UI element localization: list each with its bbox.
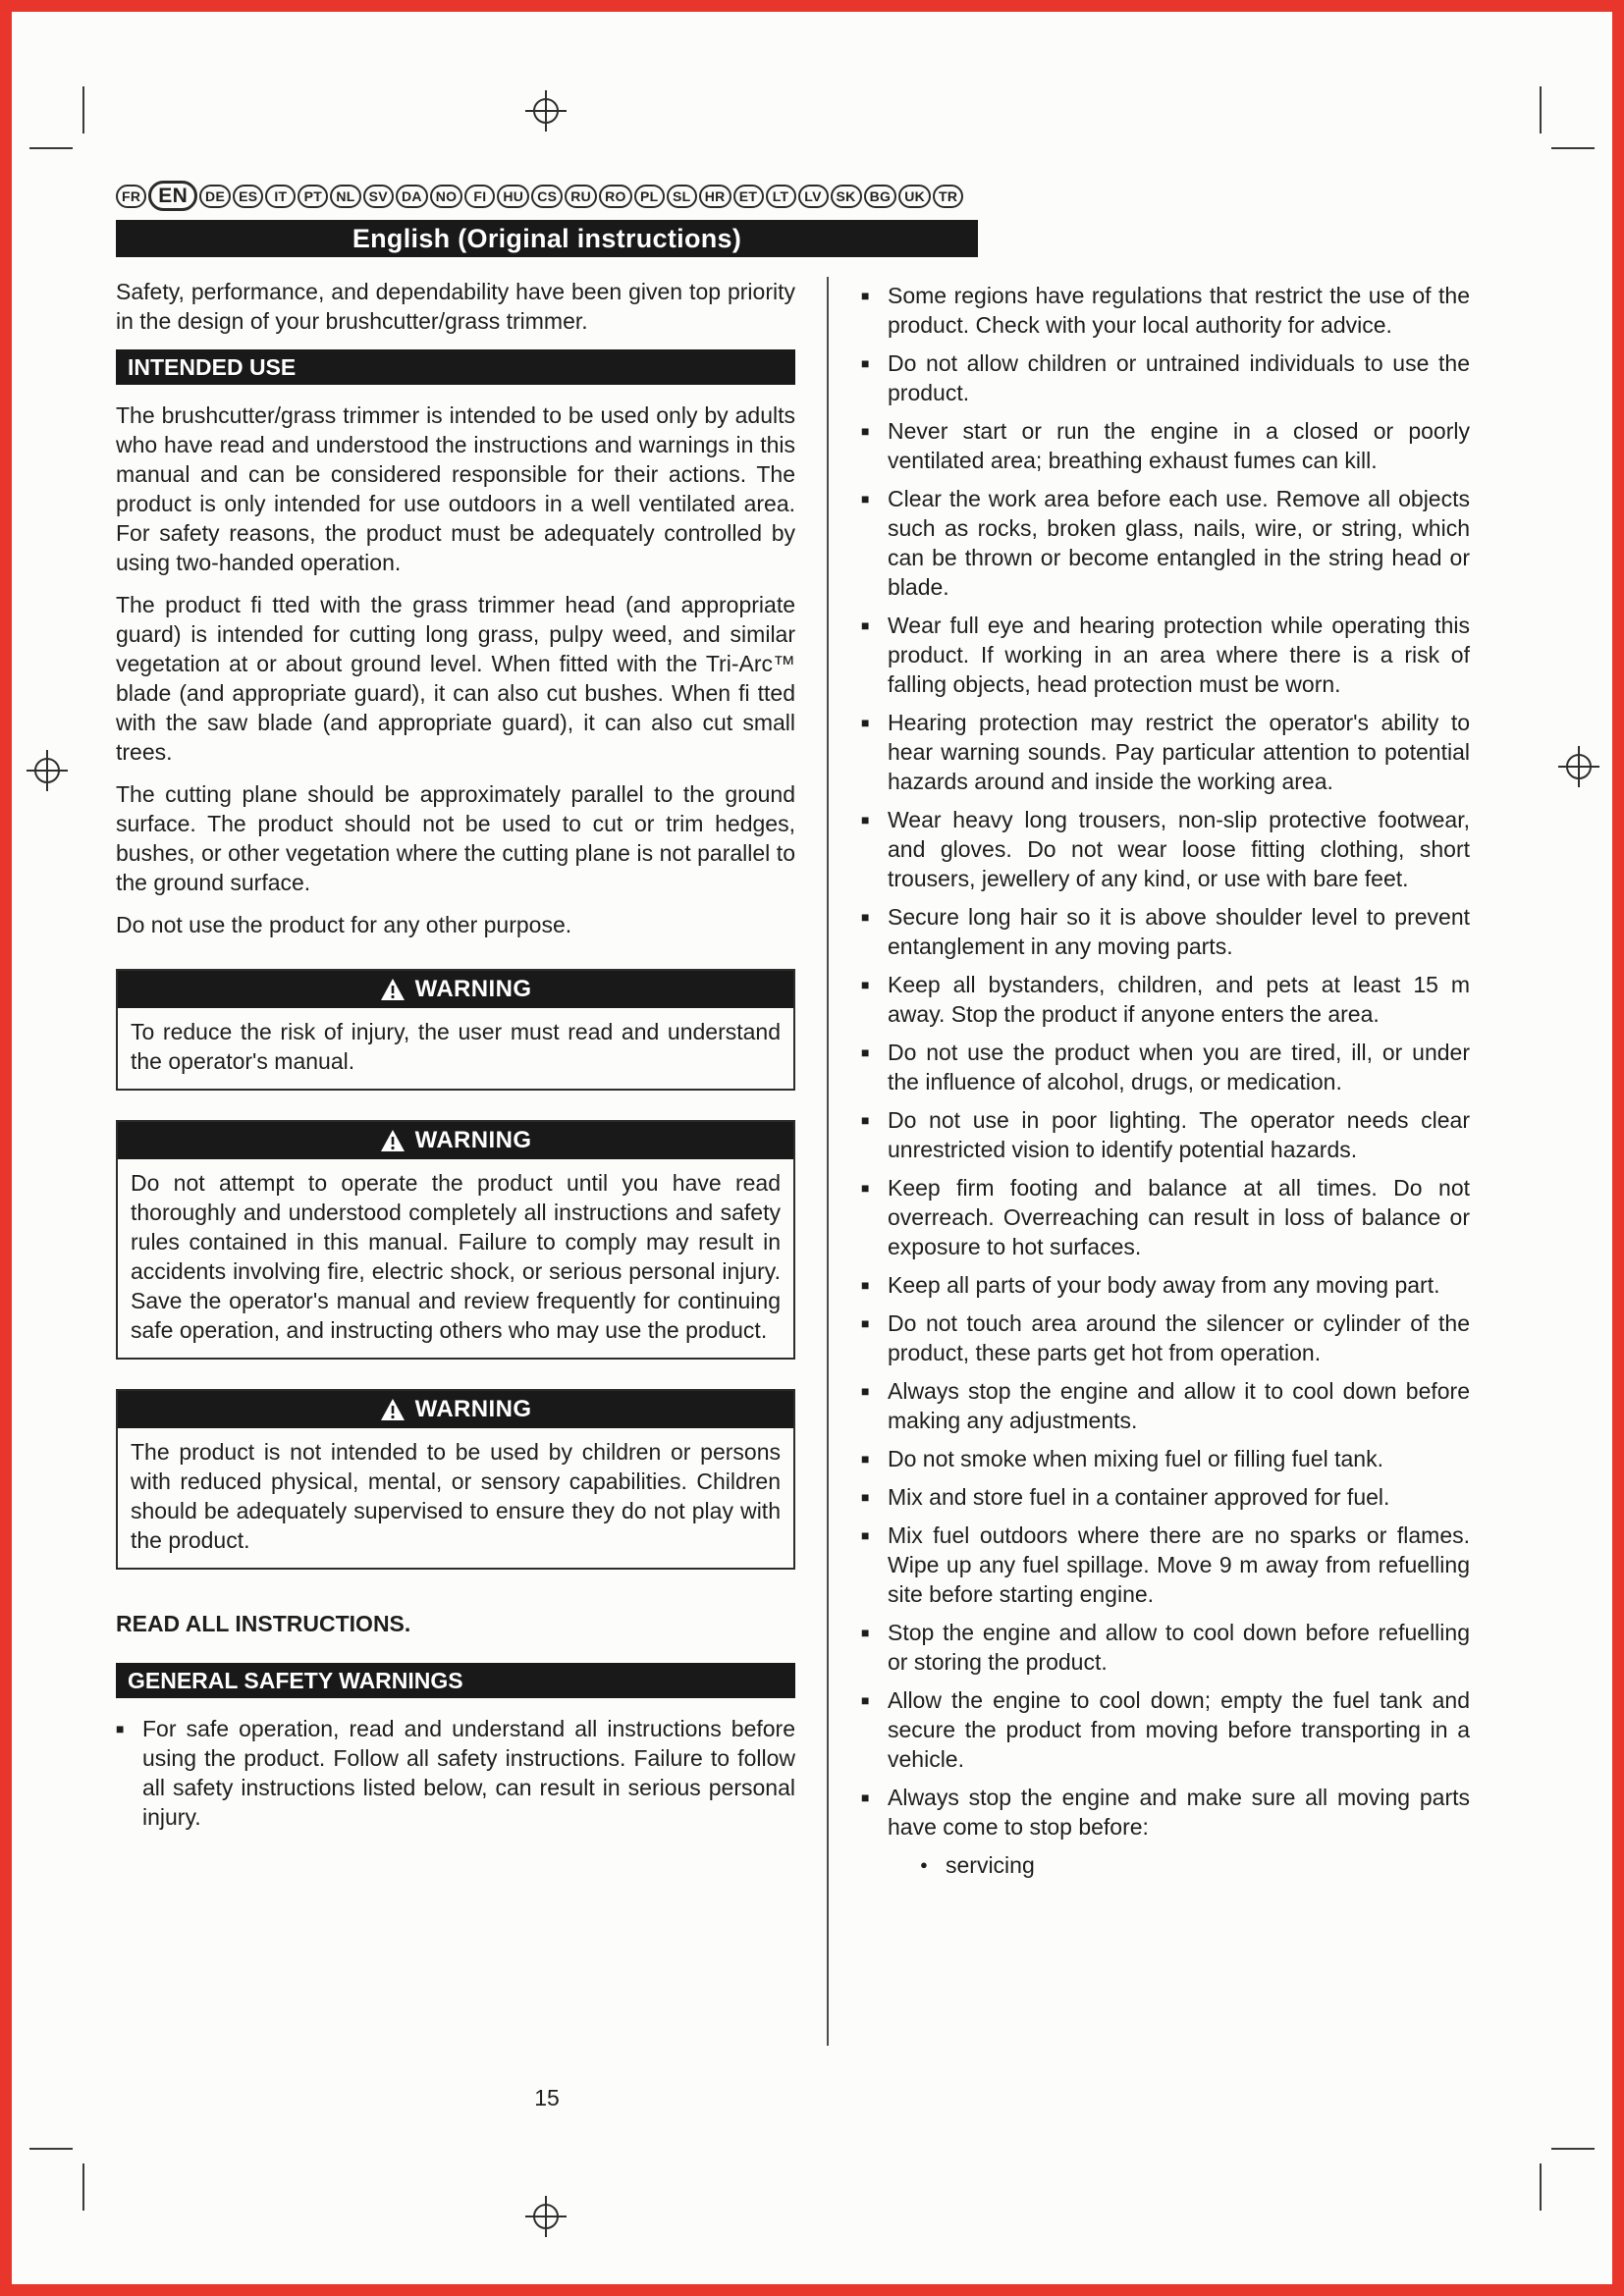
sub-bullet-list [920,1850,1470,1880]
bullet-item [861,1482,1470,1512]
bullet-text: Do not smoke when mixing fuel or filling fuel tank. [888,1446,1383,1471]
square-bullet-icon: ■ [861,1315,870,1331]
bullet-item [861,348,1470,407]
warning-header [118,1391,793,1428]
manual-page [12,12,1612,2284]
square-bullet-icon: ■ [861,1180,870,1196]
warning-box [116,1120,795,1360]
warning-title: WARNING [414,976,532,1002]
bullet-text: Stop the engine and allow to cool down before refuelling or storing the product. [888,1620,1470,1675]
square-bullet-icon: ■ [861,1383,870,1399]
right-column [861,277,1470,2046]
warning-boxes [116,969,795,1570]
warning-title: WARNING [414,1127,532,1153]
bullet-text: Keep all bystanders, children, and pets at least 15 m away. Stop the product if anyone enters the area. [888,972,1470,1027]
language-pill: BG [864,185,897,208]
bullet-item [861,1618,1470,1677]
crop-mark [29,2148,73,2150]
bullet-item [861,1444,1470,1473]
bullet-item [861,970,1470,1029]
bullet-text: Always stop the engine and make sure all moving parts have come to stop before: [888,1785,1470,1840]
language-pill: DA [396,185,428,208]
column-divider [827,277,829,2046]
sub-bullet-text: servicing [946,1852,1035,1878]
bullet-item [861,1105,1470,1164]
language-pill: SV [363,185,394,208]
warning-box [116,1389,795,1570]
paragraph: Do not use the product for any other purpose. [116,912,572,937]
language-pill: RU [565,185,597,208]
crop-mark [1540,2163,1542,2211]
round-bullet-icon: ● [920,1857,928,1872]
language-pill: HU [497,185,529,208]
bullet-item [861,902,1470,961]
registration-crosshair-left-icon [26,749,69,792]
language-pill: LV [798,185,829,208]
section-heading-intended-use: INTENDED USE [116,349,795,385]
bullet-item [861,611,1470,699]
square-bullet-icon: ■ [861,1625,870,1640]
square-bullet-icon: ■ [116,1721,125,1736]
warning-header [118,971,793,1008]
warning-triangle-icon [380,978,406,1001]
bullet-item [861,281,1470,340]
language-pill: CS [531,185,563,208]
bullet-text: Mix fuel outdoors where there are no sparks or flames. Wipe up any fuel spillage. Move 9 m away from refuelling site before starting engine. [888,1522,1470,1607]
square-bullet-icon: ■ [861,288,870,303]
language-pill: RO [599,185,632,208]
bullet-item [861,1685,1470,1774]
square-bullet-icon: ■ [861,617,870,633]
square-bullet-icon: ■ [861,1451,870,1467]
intended-use-paragraphs [116,400,795,939]
bullet-item [861,1270,1470,1300]
general-safety-bullet-list [116,1714,795,1832]
section-heading-general-safety: GENERAL SAFETY WARNINGS [116,1663,795,1698]
warning-body: To reduce the risk of injury, the user must read and understand the operator's manual. [131,1019,781,1074]
bullet-item [861,708,1470,796]
sub-bullet-item [920,1850,1470,1880]
crop-mark [82,2163,84,2211]
registration-crosshair-right-icon [1557,745,1600,788]
bullet-text: Hearing protection may restrict the operator's ability to hear warning sounds. Pay particular attention to potential hazards around and inside the working area. [888,710,1470,794]
intro-paragraph: Safety, performance, and dependability have been given top priority in the design of your brushcutter/grass trimmer. [116,279,795,334]
bullet-item [861,1521,1470,1609]
paragraph: The brushcutter/grass trimmer is intended to be used only by adults who have read and understood the instructions and warnings in this manual and can be considered responsible for their actions. The product is only intended for use outdoors in a well ventilated area. For safety reasons, the product must be adequately controlled by using two-handed operation. [116,402,795,575]
square-bullet-icon: ■ [861,909,870,925]
registration-crosshair-bottom-icon [524,2195,568,2238]
bullet-item [861,1783,1470,1842]
bullet-item [861,805,1470,893]
warning-header [118,1122,793,1159]
square-bullet-icon: ■ [861,1489,870,1505]
page-title: English (Original instructions) [116,220,978,257]
bullet-text: Secure long hair so it is above shoulder level to prevent entanglement in any moving parts. [888,904,1470,959]
language-pill: SK [831,185,862,208]
crop-mark [1551,2148,1595,2150]
bullet-text: Mix and store fuel in a container approved for fuel. [888,1484,1390,1510]
warning-box [116,969,795,1091]
square-bullet-icon: ■ [861,715,870,730]
bullet-text: Do not use the product when you are tired, ill, or under the influence of alcohol, drugs, or medication. [888,1040,1470,1095]
language-pill: UK [898,185,931,208]
warning-triangle-icon [380,1398,406,1421]
bullet-text: Allow the engine to cool down; empty the fuel tank and secure the product from moving before transporting in a vehicle. [888,1687,1470,1772]
bullet-text: Keep firm footing and balance at all times. Do not overreach. Overreaching can result in loss of balance or exposure to hot surfaces. [888,1175,1470,1259]
language-pill: LT [766,185,796,208]
bullet-item [861,1173,1470,1261]
bullet-text: Clear the work area before each use. Remove all objects such as rocks, broken glass, nails, wire, or string, which can be thrown or become entangled in the string head or blade. [888,486,1470,600]
read-all-instructions: READ ALL INSTRUCTIONS. [116,1611,411,1636]
bullet-item [861,1308,1470,1367]
language-pill: NO [430,185,463,208]
bullet-text: Do not touch area around the silencer or cylinder of the product, these parts get hot from operation. [888,1310,1470,1365]
language-pill: FI [464,185,495,208]
language-pill: NL [330,185,360,208]
square-bullet-icon: ■ [861,977,870,992]
bullet-item [861,1376,1470,1435]
bullet-text: Never start or run the engine in a closed or poorly ventilated area; breathing exhaust fumes can kill. [888,418,1470,473]
crop-mark [29,147,73,149]
crop-mark [1540,86,1542,133]
language-pill: HR [699,185,731,208]
bullet-item [861,1038,1470,1096]
bullet-text: Do not use in poor lighting. The operator needs clear unrestricted vision to identify potential hazards. [888,1107,1470,1162]
left-column [116,277,795,2046]
bullet-item [861,484,1470,602]
language-pill: FR [116,185,146,208]
warning-body: The product is not intended to be used by children or persons with reduced physical, mental, or sensory capabilities. Children should be adequately supervised to ensure they do not play with the product. [131,1439,781,1553]
language-pill: ES [233,185,263,208]
language-pill: DE [199,185,231,208]
language-pill: PT [298,185,328,208]
square-bullet-icon: ■ [861,1112,870,1128]
square-bullet-icon: ■ [861,812,870,828]
language-pill: ET [733,185,764,208]
bullet-text: Do not allow children or untrained individuals to use the product. [888,350,1470,405]
paragraph: The product fi tted with the grass trimmer head (and appropriate guard) is intended for cutting long grass, pulpy weed, and similar vegetation at or about ground level. When fitted with the Tri-Arc™ blade (and appropriate guard), it can also cut bushes. When fi tted with the saw blade (and appropriate guard), it can also cut small trees. [116,592,795,765]
bullet-text: Wear full eye and hearing protection while operating this product. If working in an area where there is a risk of falling objects, head protection must be worn. [888,613,1470,697]
square-bullet-icon: ■ [861,1692,870,1708]
warning-body: Do not attempt to operate the product until you have read thoroughly and understood completely all instructions and safety rules contained in this manual. Failure to comply may result in accidents involving fire, electric shock, or serious personal injury. Save the operator's manual and review frequently for continuing safe operation, and instructing others who may use the product. [131,1170,781,1343]
warning-title: WARNING [414,1396,532,1422]
square-bullet-icon: ■ [861,423,870,439]
content-area [116,277,1470,2046]
bullet-text: Some regions have regulations that restrict the use of the product. Check with your local authority for advice. [888,283,1470,338]
paragraph: The cutting plane should be approximately parallel to the ground surface. The product should not be used to cut or trim hedges, bushes, or other vegetation where the cutting plane is not parallel to the ground surface. [116,781,795,895]
crop-mark [82,86,84,133]
language-pill: TR [933,185,963,208]
language-pill: SL [667,185,697,208]
bullet-item [861,416,1470,475]
square-bullet-icon: ■ [861,355,870,371]
square-bullet-icon: ■ [861,1277,870,1293]
bullet-text: Keep all parts of your body away from any moving part. [888,1272,1440,1298]
language-list [116,181,963,211]
language-pill: IT [265,185,296,208]
square-bullet-icon: ■ [861,1527,870,1543]
square-bullet-icon: ■ [861,1044,870,1060]
square-bullet-icon: ■ [861,1789,870,1805]
square-bullet-icon: ■ [861,491,870,507]
warning-triangle-icon [380,1129,406,1152]
crop-mark [1551,147,1595,149]
registration-crosshair-top-icon [524,89,568,133]
bullet-text: For safe operation, read and understand all instructions before using the product. Follow all safety instructions. Failure to follow all safety instructions listed below, can result in serious personal injury. [142,1716,795,1830]
bullet-text: Wear heavy long trousers, non-slip protective footwear, and gloves. Do not wear loose fitting clothing, short trousers, jewellery of any kind, or use with bare feet. [888,807,1470,891]
safety-bullet-list [861,281,1470,1842]
language-pill: EN [148,181,197,211]
bullet-item [116,1714,795,1832]
page-number: 15 [534,2085,560,2110]
language-pill: PL [634,185,665,208]
bullet-text: Always stop the engine and allow it to cool down before making any adjustments. [888,1378,1470,1433]
